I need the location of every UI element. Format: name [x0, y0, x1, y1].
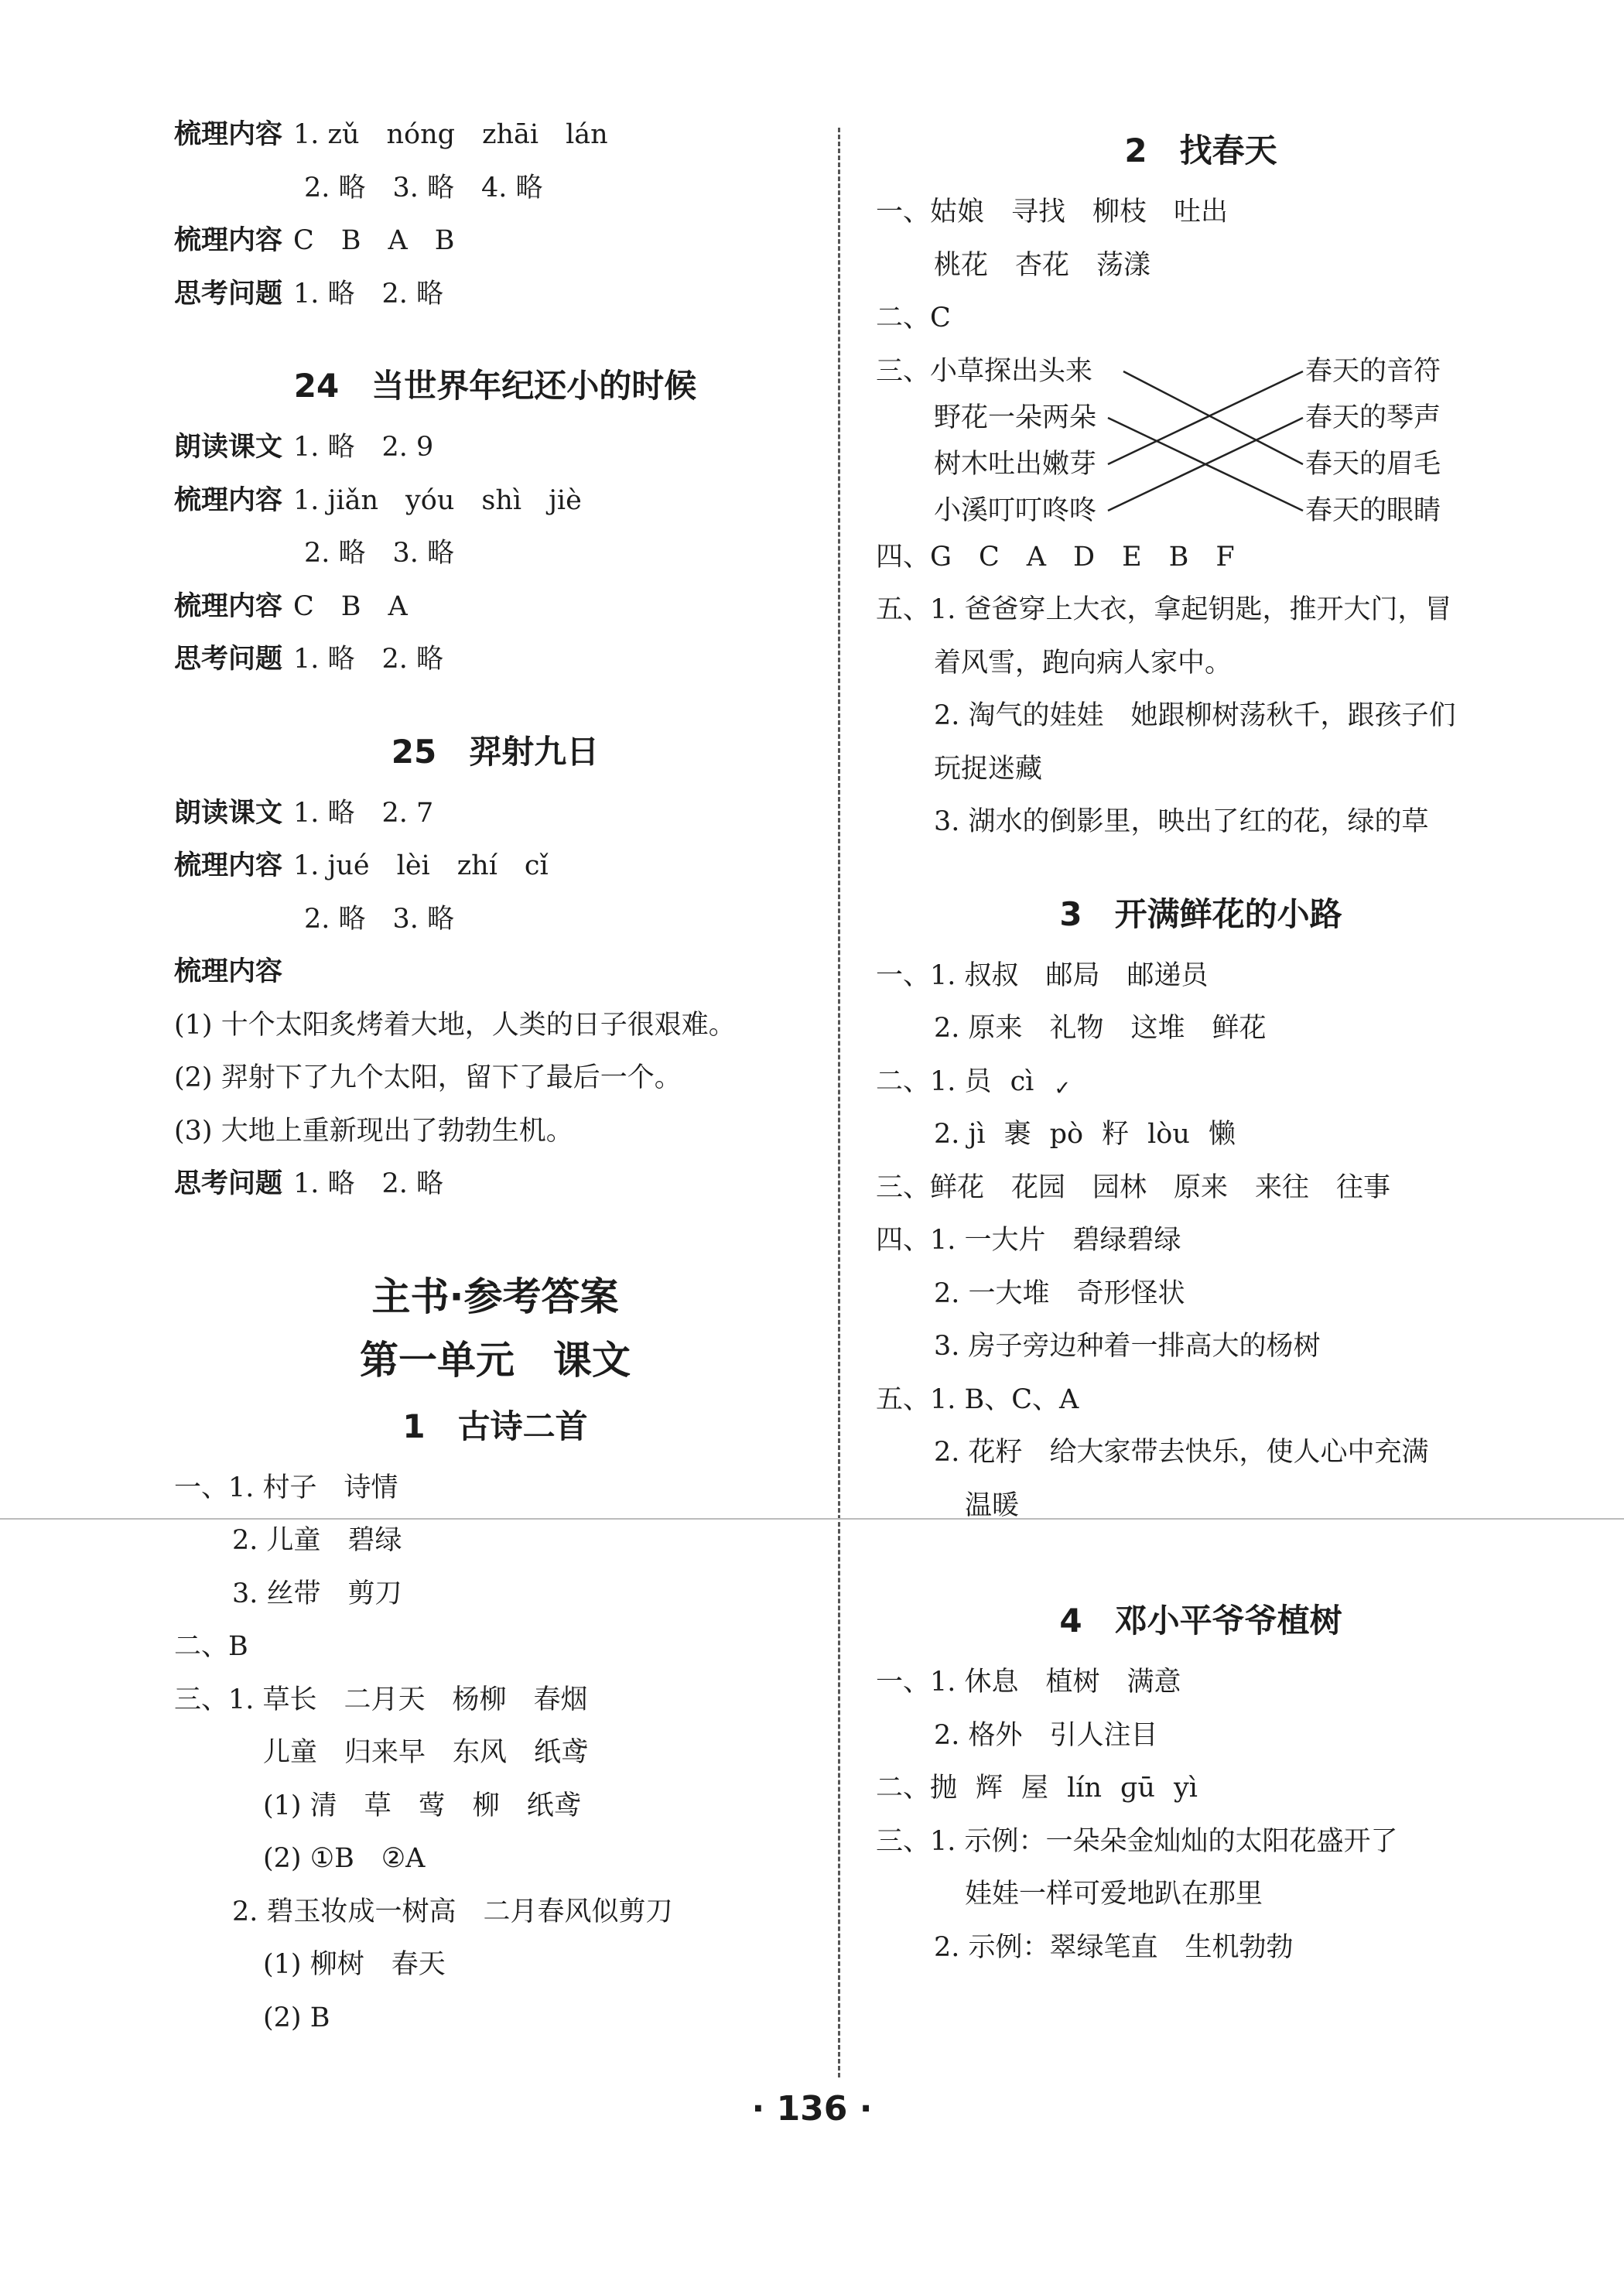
answer-line: 2. jì 裹 pò 籽 lòu 懒 — [876, 1108, 1526, 1161]
answer-line: (1) 清 草 莺 柳 纸鸢 — [263, 1790, 581, 1821]
lesson-title-24: 24 当世界年纪还小的时候 — [293, 367, 697, 405]
match-right-item: 春天的眉毛 — [1305, 448, 1441, 480]
answer-line: 思考问题 1. 略 2. 略 — [174, 644, 444, 675]
answer-line: 一、1. 休息 植树 满意 — [876, 1667, 1181, 1698]
answer-line: 桃花 杏花 荡漾 — [934, 249, 1151, 281]
lesson-title-1: 1 古诗二首 — [402, 1407, 588, 1445]
answer-line: 娃娃一样可爱地趴在那里 — [965, 1879, 1263, 1910]
answer-line: 3. 丝带 剪刀 — [232, 1578, 402, 1609]
answer-line: (3) 大地上重新现出了勃勃生机。 — [174, 1115, 573, 1147]
answer-line: 二、抛 辉 屋 lín ɡū yì — [876, 1762, 1526, 1815]
match-line — [1123, 371, 1303, 464]
answer-line: 梳理内容 C B A — [174, 590, 408, 622]
main-heading: 主书·参考答案 — [371, 1274, 619, 1319]
matching-exercise — [876, 345, 1526, 531]
answer-line: 2. 原来 礼物 这堆 鲜花 — [934, 1013, 1267, 1044]
answer-line: 2. 淘气的娃娃 她跟柳树荡秋千，跟孩子们 — [934, 700, 1456, 731]
answer-line: 梳理内容 C B A B — [174, 225, 455, 256]
answer-line: 五、1. B、C、A — [876, 1383, 1079, 1415]
answer-line: 3. 房子旁边种着一排高大的杨树 — [934, 1331, 1321, 1362]
answer-line: 2. 一大堆 奇形怪状 — [934, 1277, 1185, 1309]
answer-line: 梳理内容 1. zǔ nóng zhāi lán — [174, 119, 608, 150]
lesson-title-3: 3 开满鲜花的小路 — [1059, 894, 1342, 933]
answer-line: 思考问题 1. 略 2. 略 — [174, 1168, 444, 1199]
answer-line: 一、1. 叔叔 邮局 邮递员 — [876, 959, 1209, 991]
handwritten-answer: lòu — [1147, 1119, 1190, 1150]
answer-line: 2. 示例：翠绿笔直 生机勃勃 — [934, 1931, 1294, 1963]
answer-line: 朗读课文 1. 略 2. 9 — [174, 432, 434, 463]
answer-line: (2) 羿射下了九个太阳，留下了最后一个。 — [174, 1062, 682, 1093]
handwritten-answer: cì — [1010, 1065, 1034, 1097]
handwritten-answer: 辉 — [976, 1773, 1003, 1804]
unit-heading: 第一单元 课文 — [360, 1337, 631, 1383]
handwritten-answer: pò — [1049, 1119, 1084, 1150]
handwritten-answer: 员 — [964, 1065, 992, 1097]
match-left-item: 三、小草探出头来 — [876, 355, 1093, 387]
answer-line: 朗读课文 1. 略 2. 7 — [174, 797, 434, 829]
handwritten-answer: 籽 — [1102, 1119, 1130, 1150]
match-line — [1108, 371, 1303, 464]
lesson-title-25: 25 羿射九日 — [391, 732, 600, 771]
match-left-item: 树木吐出嫩芽 — [934, 448, 1097, 480]
handwritten-answer: 裹 — [1003, 1119, 1031, 1150]
handwritten-answer: ɡū — [1120, 1773, 1155, 1804]
answer-line: (2) B — [263, 2002, 330, 2033]
handwritten-answer: 抛 — [930, 1773, 958, 1804]
answer-line: 着风雪，跑向病人家中。 — [934, 647, 1233, 679]
column-divider — [838, 128, 840, 2077]
answer-line: 三、1. 示例：一朵朵金灿灿的太阳花盛开了 — [876, 1825, 1398, 1857]
answer-line: 三、鲜花 花园 园林 原来 来往 往事 — [876, 1171, 1391, 1203]
answer-line: 2. 略 3. 略 — [304, 903, 455, 935]
match-right-item: 春天的音符 — [1305, 355, 1441, 387]
answer-line: 二、B — [174, 1631, 248, 1662]
answer-line: (1) 柳树 春天 — [263, 1949, 446, 1980]
lesson-title-2: 2 找春天 — [1124, 132, 1277, 169]
answer-line: 四、1. 一大片 碧绿碧绿 — [876, 1225, 1181, 1256]
answer-line: 3. 湖水的倒影里，映出了红的花，绿的草 — [934, 806, 1429, 837]
answer-line: 梳理内容 1. jiǎn yóu shì jiè — [174, 484, 582, 516]
answer-line: 二、1. 员 cì ✓ — [876, 1055, 1526, 1109]
answer-line: (1) 十个太阳炙烤着大地，人类的日子很艰难。 — [174, 1009, 736, 1041]
page-number: · 136 · — [751, 2089, 873, 2129]
match-left-item: 野花一朵两朵 — [934, 402, 1097, 433]
match-right-item: 春天的眼睛 — [1305, 494, 1441, 526]
lesson-title-4: 4 邓小平爷爷植树 — [1059, 1602, 1342, 1640]
handwritten-answer: 懒 — [1208, 1119, 1236, 1150]
match-lines — [876, 345, 1510, 531]
handwritten-answer: 屋 — [1021, 1773, 1049, 1804]
answer-line: 一、姑娘 寻找 柳枝 吐出 — [876, 197, 1229, 227]
answer-line: 温暖 — [965, 1489, 1020, 1521]
answer-line: 三、1. 草长 二月天 杨柳 春烟 — [174, 1684, 588, 1715]
answer-line: 2. 儿童 碧绿 — [232, 1525, 402, 1556]
check-mark-icon: ✓ — [1054, 1076, 1072, 1100]
handwritten-answer: yì — [1173, 1773, 1198, 1804]
handwritten-answer: lín — [1067, 1773, 1102, 1804]
answer-line: 2. 格外 引人注目 — [934, 1719, 1158, 1751]
answer-line: 2. 略 3. 略 4. 略 — [304, 172, 543, 203]
answer-line: 2. 花籽 给大家带去快乐，使人心中充满 — [934, 1437, 1429, 1468]
right-column — [876, 116, 1526, 1974]
answer-line: 思考问题 1. 略 2. 略 — [174, 278, 444, 309]
match-left-item: 小溪叮叮咚咚 — [934, 494, 1097, 526]
answer-line: 四、G C A D E B F — [876, 541, 1235, 573]
handwritten-answer: jì — [968, 1119, 986, 1150]
answer-line: 一、1. 村子 诗情 — [174, 1472, 398, 1503]
answer-line: 玩捉迷藏 — [934, 753, 1043, 785]
answer-line: 儿童 归来早 东风 纸鸢 — [263, 1737, 589, 1768]
answer-line: 梳理内容 1. jué lèi zhí cǐ — [174, 850, 549, 881]
answer-line: 二、C — [876, 303, 951, 333]
answer-line: (2) ①B ②A — [263, 1843, 426, 1874]
left-column — [174, 108, 816, 2044]
answer-line: 五、1. 爸爸穿上大衣，拿起钥匙，推开大门，冒 — [876, 594, 1452, 625]
answer-line: 2. 碧玉妆成一树高 二月春风似剪刀 — [232, 1896, 673, 1927]
answer-line: 梳理内容 — [174, 956, 283, 987]
match-right-item: 春天的琴声 — [1305, 402, 1441, 433]
answer-line: 2. 略 3. 略 — [304, 538, 455, 569]
